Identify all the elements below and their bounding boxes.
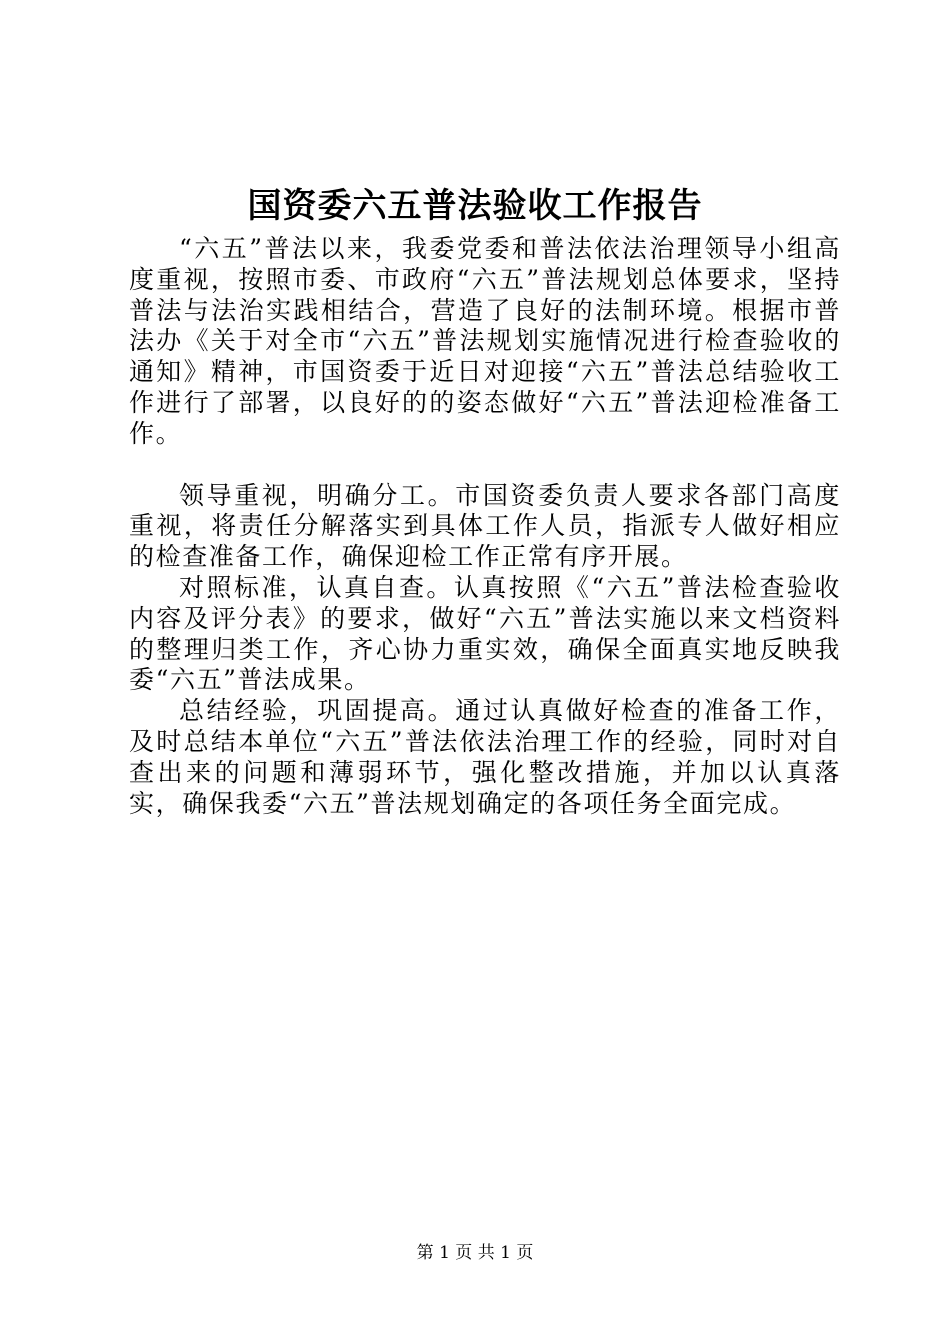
paragraph-intro: “六五”普法以来，我委党委和普法依法治理领导小组高度重视，按照市委、市政府“六五”普法规划总体要求，坚持普法与法治实践相结合，营造了良好的法制环境。根据市普法办《关于对全市“六五”普法规划实施情况进行检查验收的通知》精神，市国资委于近日对迎接“六五”普法总结验收工作进行了部署，以良好的的姿态做好“六五”普法迎检准备工作。 [129, 234, 841, 448]
paragraph-leadership: 领导重视，明确分工。市国资委负责人要求各部门高度重视，将责任分解落实到具体工作人员，指派专人做好相应的检查准备工作，确保迎检工作正常有序开展。 [129, 480, 841, 572]
paragraph-summary: 总结经验，巩固提高。通过认真做好检查的准备工作，及时总结本单位“六五”普法依法治理工作的经验，同时对自查出来的问题和薄弱环节，强化整改措施，并加以认真落实，确保我委“六五”普法规划确定的各项任务全面完成。 [129, 696, 841, 818]
paragraph-self-check: 对照标准，认真自查。认真按照《“六五”普法检查验收内容及评分表》的要求，做好“六五”普法实施以来文档资料的整理归类工作，齐心协力重实效，确保全面真实地反映我委“六五”普法成果。 [129, 572, 841, 695]
document-body [129, 234, 841, 819]
document-title: 国资委六五普法验收工作报告 [247, 186, 703, 226]
page-number-footer: 第 1 页 共 1 页 [416, 1243, 534, 1263]
